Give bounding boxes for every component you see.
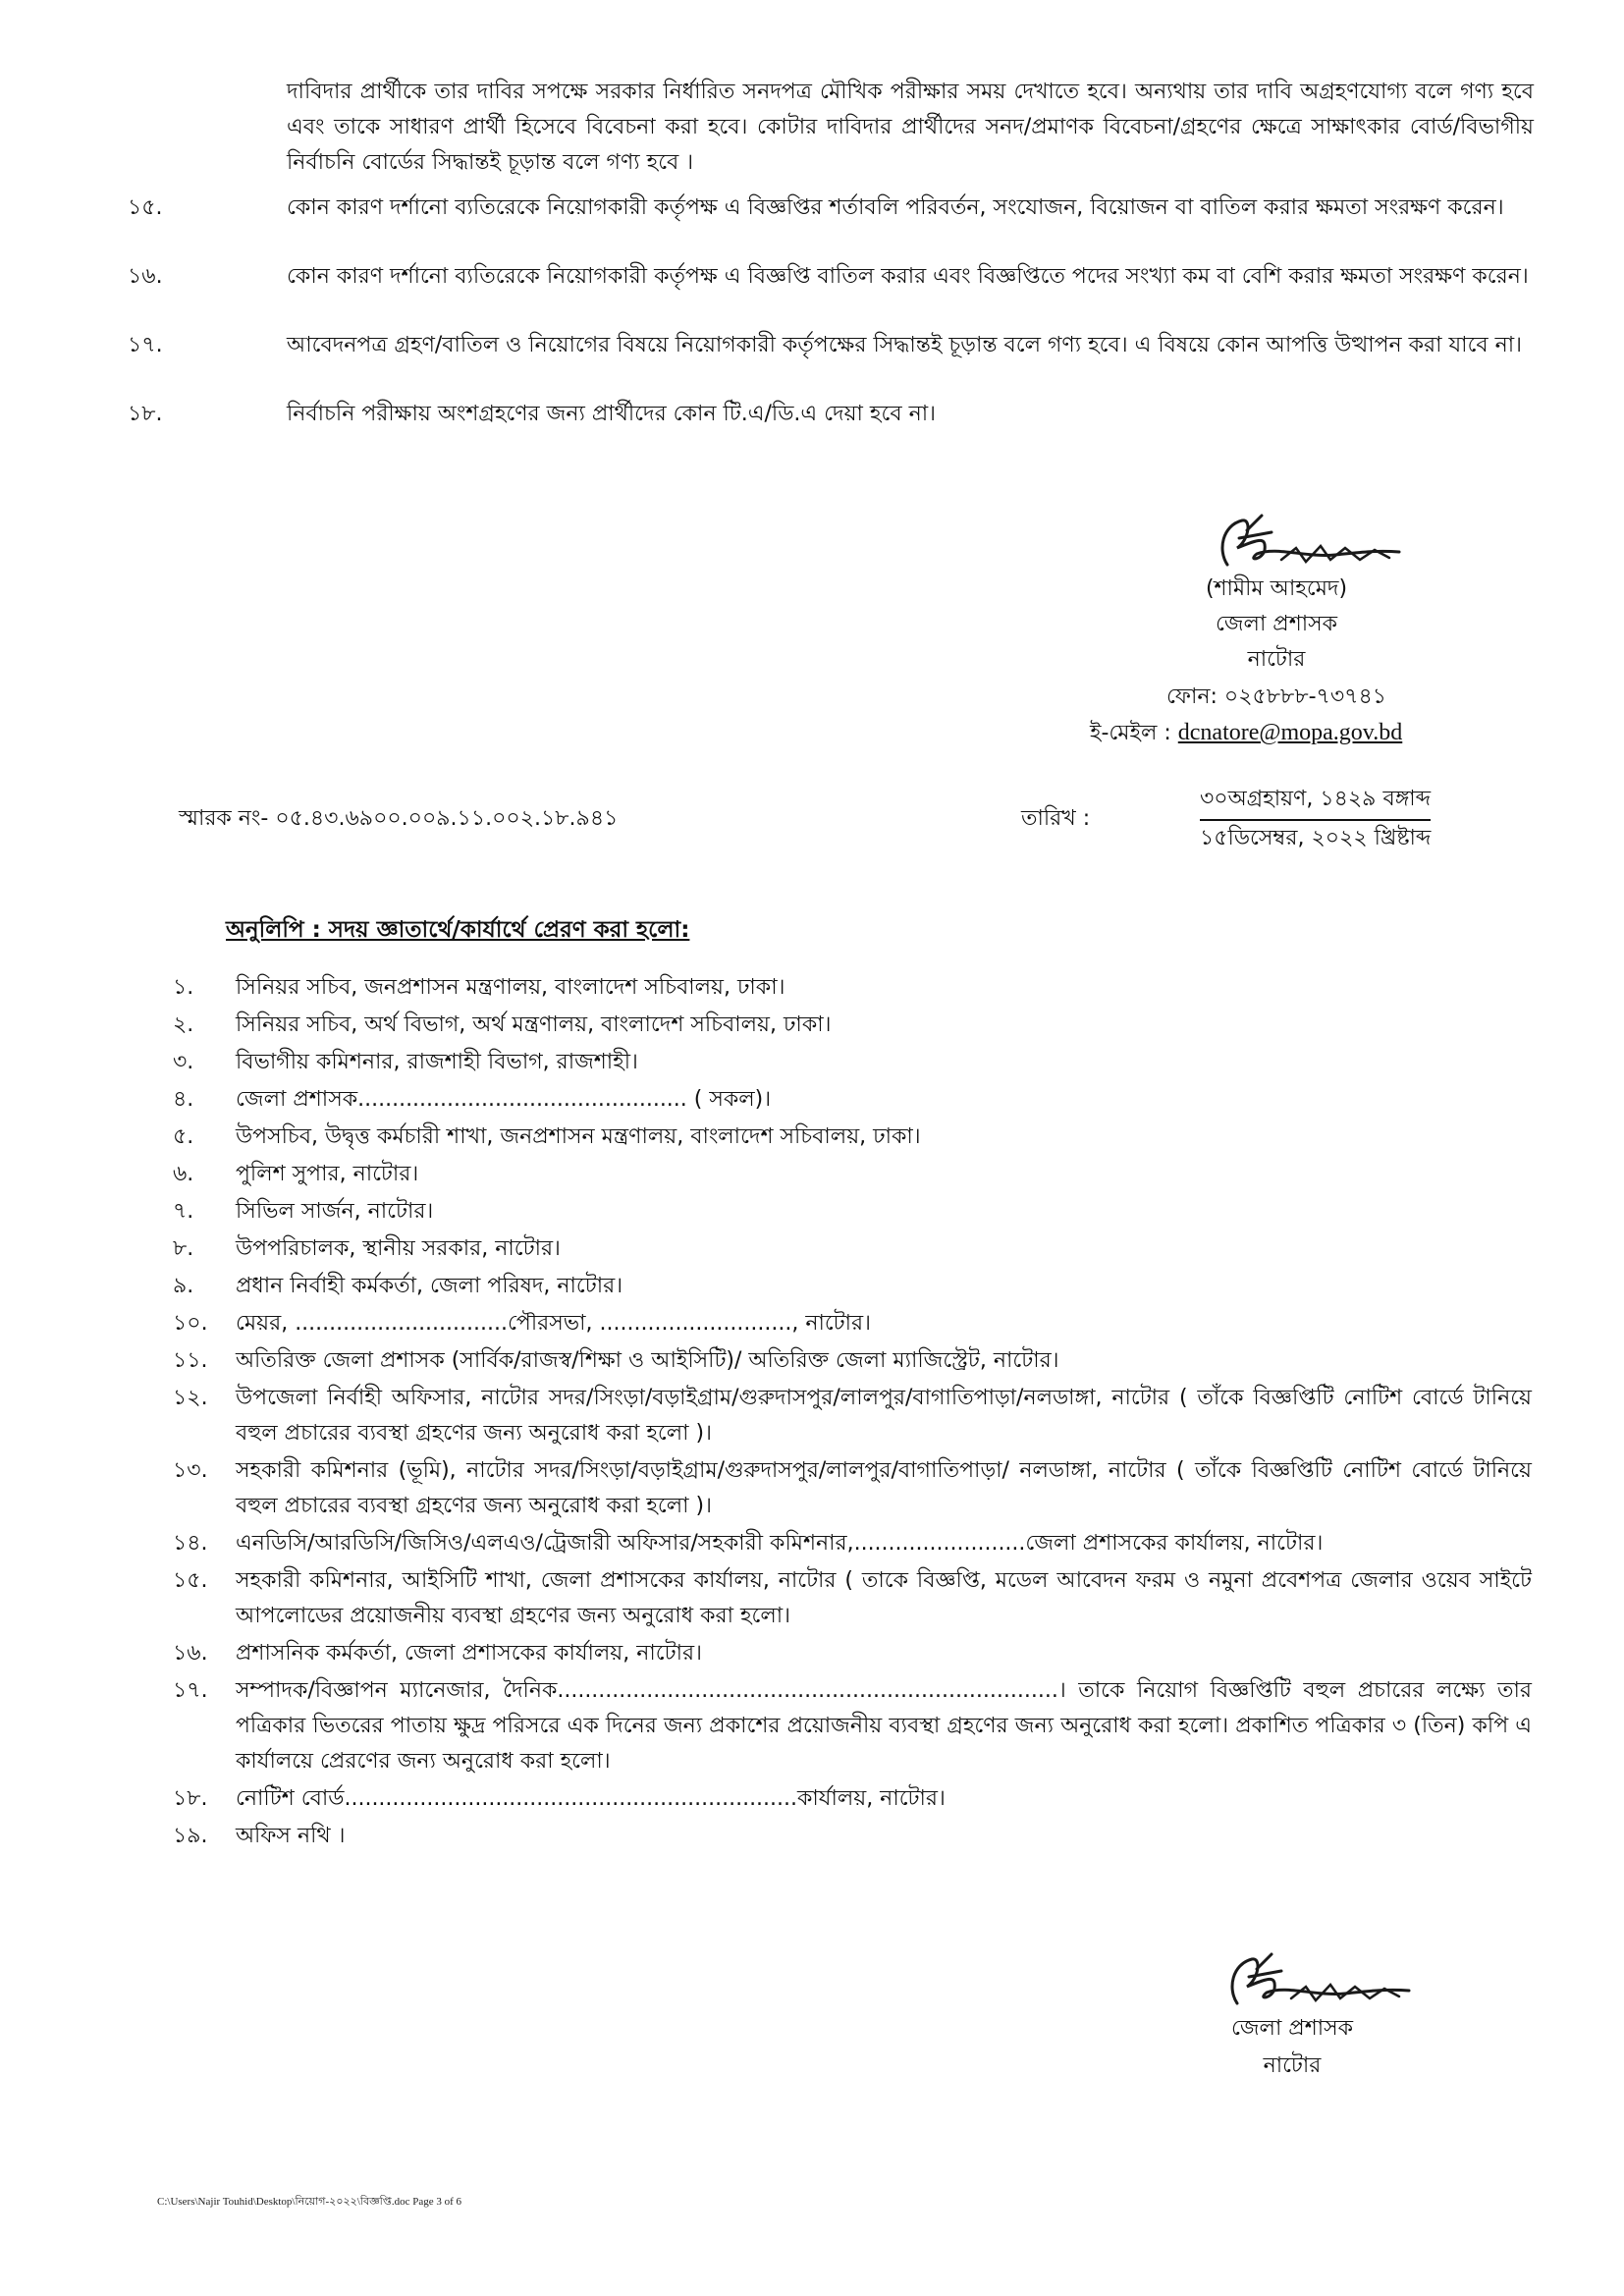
- email-label: ই-মেইল :: [1090, 721, 1171, 745]
- signature-image: [1198, 1949, 1424, 2018]
- list-item-number: ১৬.: [173, 1641, 208, 1666]
- list-item-text: সহকারী কমিশনার, আইসিটি শাখা, জেলা প্রশাসকের কার্যালয়, নাটোর ( তাকে বিজ্ঞপ্তি, মডেল আবেদন ফরম ও নমুনা প্রবেশপত্র জেলার ওয়েব সাইটে আপলোডের প্রয়োজনীয় ব্যবস্থা গ্রহণের জন্য অনুরোধ করা হলো।: [236, 1568, 1532, 1628]
- list-item-number: ১০.: [173, 1311, 208, 1336]
- list-item-number: ১৮.: [173, 1786, 208, 1811]
- list-item-number: ৬.: [173, 1162, 194, 1186]
- list-item-number: ১৩.: [173, 1458, 208, 1483]
- memo-date-bangla: ৩০অগ্রহায়ণ, ১৪২৯ বঙ্গাব্দ: [1200, 782, 1431, 821]
- list-item-text: প্রশাসনিক কর্মকর্তা, জেলা প্রশাসকের কার্যালয়, নাটোর।: [236, 1641, 702, 1666]
- condition-number: ১৫.: [128, 195, 163, 220]
- signatory-phone: ফোন: ০২৫৮৮৮-৭৩৭৪১: [1165, 684, 1387, 709]
- list-item-number: ১৫.: [173, 1568, 208, 1593]
- list-item-text: উপপরিচালক, স্থানীয় সরকার, নাটোর।: [236, 1236, 561, 1261]
- signatory-designation: জেলা প্রশাসক: [1215, 612, 1338, 636]
- list-item-text: অফিস নথি ।: [236, 1824, 346, 1848]
- list-item-number: ১২.: [173, 1386, 208, 1410]
- list-item-text: উপসচিব, উদ্বৃত্ত কর্মচারী শাখা, জনপ্রশাসন মন্ত্রণালয়, বাংলাদেশ সচিবালয়, ঢাকা।: [236, 1124, 921, 1149]
- cc-heading: অনুলিপি : সদয় জ্ঞাতার্থে/কার্যার্থে প্রেরণ করা হলো:: [226, 917, 690, 943]
- signatory-place: নাটোর: [1263, 2053, 1322, 2078]
- list-item-text: সিভিল সার্জন, নাটোর।: [236, 1199, 434, 1224]
- condition-number: ১৮.: [128, 402, 163, 426]
- condition-number: ১৬.: [128, 264, 163, 289]
- email-link[interactable]: dcnatore@mopa.gov.bd: [1177, 720, 1403, 745]
- footer-file-path: C:\Users\Najir Touhid\Desktop\নিয়োগ-২০২২\বিজ্ঞপ্তি.doc Page 3 of 6: [157, 2196, 461, 2208]
- list-item-number: ৭.: [173, 1199, 194, 1224]
- list-item-text: সহকারী কমিশনার (ভূমি), নাটোর সদর/সিংড়া/বড়াইগ্রাম/গুরুদাসপুর/লালপুর/বাগাতিপাড়া/ নলডাঙ্গা, নাটোর ( তাঁকে বিজ্ঞপ্তিটি নোটিশ বোর্ডে টানিয়ে বহুল প্রচারের ব্যবস্থা গ্রহণের জন্য অনুরোধ করা হলো )।: [236, 1458, 1532, 1518]
- list-item-number: ১৪.: [173, 1531, 208, 1556]
- list-item-text: সম্পাদক/বিজ্ঞাপন ম্যানেজার, দৈনিক.........................................................................। তাকে নিয়োগ বিজ্ঞপ্তিটি বহুল প্রচারের লক্ষ্যে তার পত্রিকার ভিতরের পাতায় ক্ষুদ্র পরিসরে এক দিনের জন্য প্রকাশের প্রয়োজনীয় ব্যবস্থা গ্রহণের জন্য অনুরোধ করা হলো। প্রকাশিত পত্রিকার ৩ (তিন) কপি এ কার্যালয়ে প্রেরণের জন্য অনুরোধ করা হলো।: [236, 1678, 1532, 1774]
- signature-image: [1188, 511, 1414, 579]
- list-item-text: এনডিসি/আরডিসি/জিসিও/এলএও/ট্রেজারী অফিসার/সহকারী কমিশনার,.........................জেলা প্রশাসকের কার্যালয়, নাটোর।: [236, 1531, 1324, 1556]
- list-item-text: মেয়র, ...............................পৌরসভা, ............................, নাটোর।: [236, 1311, 872, 1336]
- intro-paragraph: দাবিদার প্রার্থীকে তার দাবির সপক্ষে সরকার নির্ধারিত সনদপত্র মৌখিক পরীক্ষার সময় দেখাতে হবে। অন্যথায় তার দাবি অগ্রহণযোগ্য বলে গণ্য হবে এবং তাকে সাধারণ প্রার্থী হিসেবে বিবেচনা করা হবে। কোটার দাবিদার প্রার্থীদের সনদ/প্রমাণক বিবেচনা/গ্রহণের ক্ষেত্রে সাক্ষাৎকার বোর্ড/বিভাগীয় নির্বাচনি বোর্ডের সিদ্ধান্তই চূড়ান্ত বলে গণ্য হবে ।: [287, 80, 1534, 175]
- list-item-text: সিনিয়র সচিব, অর্থ বিভাগ, অর্থ মন্ত্রণালয়, বাংলাদেশ সচিবালয়, ঢাকা।: [236, 1012, 832, 1037]
- list-item-number: ১৭.: [173, 1678, 208, 1703]
- signatory-email-row: [1090, 715, 1402, 751]
- signatory-place: নাটোর: [1247, 647, 1306, 672]
- list-item-number: ২.: [173, 1012, 194, 1037]
- condition-text: নির্বাচনি পরীক্ষায় অংশগ্রহণের জন্য প্রার্থীদের কোন টি.এ/ডি.এ দেয়া হবে না।: [287, 402, 936, 426]
- condition-number: ১৭.: [128, 333, 163, 357]
- list-item-text: নোটিশ বোর্ড..................................................................কার্যালয়, নাটোর।: [236, 1786, 946, 1811]
- list-item-number: ১৯.: [173, 1824, 208, 1848]
- condition-text: আবেদনপত্র গ্রহণ/বাতিল ও নিয়োগের বিষয়ে নিয়োগকারী কর্তৃপক্ষের সিদ্ধান্তই চূড়ান্ত বলে গণ্য হবে। এ বিষয়ে কোন আপত্তি উত্থাপন করা যাবে না।: [287, 333, 1523, 357]
- list-item-number: ১.: [173, 975, 194, 1000]
- memo-number: স্মারক নং- ০৫.৪৩.৬৯০০.০০৯.১১.০০২.১৮.৯৪১: [179, 806, 619, 831]
- list-item-text: সিনিয়র সচিব, জনপ্রশাসন মন্ত্রণালয়, বাংলাদেশ সচিবালয়, ঢাকা।: [236, 975, 785, 1000]
- memo-date-label: তারিখ :: [1021, 806, 1091, 831]
- list-item-text: জেলা প্রশাসক................................................ ( সকল)।: [236, 1087, 772, 1112]
- signatory-name: (শামীম আহমেদ): [1205, 576, 1348, 601]
- list-item-number: ৮.: [173, 1236, 194, 1261]
- list-item-text: প্রধান নির্বাহী কর্মকর্তা, জেলা পরিষদ, নাটোর।: [236, 1274, 623, 1298]
- list-item-number: ৩.: [173, 1050, 194, 1074]
- list-item-number: ৫.: [173, 1124, 194, 1149]
- signatory-designation: জেলা প্রশাসক: [1230, 2016, 1354, 2041]
- list-item-number: ১১.: [173, 1348, 208, 1373]
- list-item-number: ৯.: [173, 1274, 194, 1298]
- list-item-text: পুলিশ সুপার, নাটোর।: [236, 1162, 419, 1186]
- list-item-text: উপজেলা নির্বাহী অফিসার, নাটোর সদর/সিংড়া/বড়াইগ্রাম/গুরুদাসপুর/লালপুর/বাগাতিপাড়া/নলডাঙ্গা, নাটোর ( তাঁকে বিজ্ঞপ্তিটি নোটিশ বোর্ডে টানিয়ে বহুল প্রচারের ব্যবস্থা গ্রহণের জন্য অনুরোধ করা হলো )।: [236, 1386, 1532, 1446]
- list-item-text: বিভাগীয় কমিশনার, রাজশাহী বিভাগ, রাজশাহী।: [236, 1050, 638, 1074]
- memo-date-gregorian: ১৫ডিসেম্বর, ২০২২ খ্রিষ্টাব্দ: [1200, 826, 1432, 850]
- list-item-text: অতিরিক্ত জেলা প্রশাসক (সার্বিক/রাজস্ব/শিক্ষা ও আইসিটি)/ অতিরিক্ত জেলা ম্যাজিস্ট্রেট, নাটোর।: [236, 1348, 1059, 1373]
- condition-text: কোন কারণ দর্শানো ব্যতিরেকে নিয়োগকারী কর্তৃপক্ষ এ বিজ্ঞপ্তির শর্তাবলি পরিবর্তন, সংযোজন, বিয়োজন বা বাতিল করার ক্ষমতা সংরক্ষণ করেন।: [287, 195, 1504, 220]
- list-item-number: ৪.: [173, 1087, 194, 1112]
- condition-text: কোন কারণ দর্শানো ব্যতিরেকে নিয়োগকারী কর্তৃপক্ষ এ বিজ্ঞপ্তি বাতিল করার এবং বিজ্ঞপ্তিতে পদের সংখ্যা কম বা বেশি করার ক্ষমতা সংরক্ষণ করেন।: [287, 264, 1529, 289]
